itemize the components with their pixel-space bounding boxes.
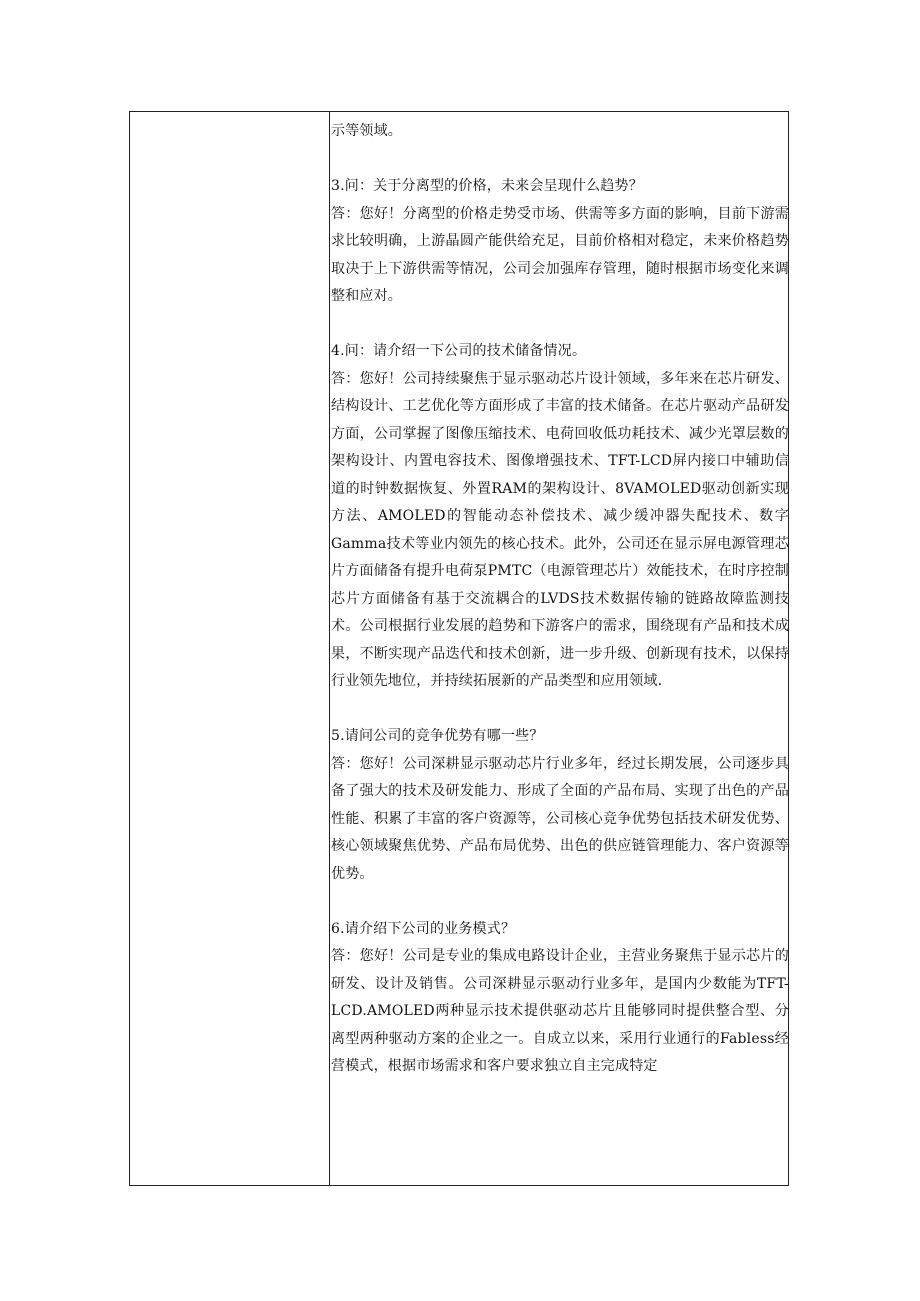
question-5: 5.请问公司的竞争优势有哪一些？ [331, 728, 544, 744]
paragraph-gap [331, 146, 789, 174]
paragraph-gap [331, 888, 789, 916]
answer-3: 答：您好！分离型的价格走势受市场、供需等多方面的影响，目前下游需求比较明确，上游晶圆产能供给充足，目前价格相对稳定，未来价格趋势取决于上下游供需等情况，公司会加强库存管理，随时根据市场变化来调整和应对。 [331, 205, 789, 304]
document-table [129, 111, 789, 1186]
table-column-divider [329, 112, 330, 1185]
question-4: 4.问：请介绍一下公司的技术储备情况。 [331, 343, 587, 359]
answer-4: 答：您好！公司持续聚焦于显示驱动芯片设计领域，多年来在芯片研发、结构设计、工艺优化等方面形成了丰富的技术储备。在芯片驱动产品研发方面，公司掌握了图像压缩技术、电荷回收低功耗技术、减少光罩层数的架构设计、内置电容技术、图像增强技术、TFT-LCD屏内接口中辅助信道的时钟数据恢复、外置RAM的架构设计、8VAMOLED驱动创新实现方法、AMOLED的智能动态补偿技术、减少缓冲器失配技术、数字Gamma技术等业内领先的核心技术。此外，公司还在显示屏电源管理芯片方面储备有提升电荷泵PMTC（电源管理芯片）效能技术，在时序控制芯片方面储备有基于交流耦合的LVDS技术数据传输的链路故障监测技术。公司根据行业发展的趋势和下游客户的需求，围绕现有产品和技术成果，不断实现产品迭代和技术创新，进一步升级、创新现有技术，以保持行业领先地位，并持续拓展新的产品类型和应用领域. [331, 370, 789, 689]
answer-6: 答：您好！公司是专业的集成电路设计企业，主营业务聚焦于显示芯片的研发、设计及销售。公司深耕显示驱动行业多年，是国内少数能为TFT-LCD.AMOLED两种显示技术提供驱动芯片且能够同时提供整合型、分离型两种驱动方案的企业之一。自成立以来，采用行业通行的Fabless经营模式，根据市场需求和客户要求独立自主完成特定 [331, 948, 789, 1074]
table-right-cell [331, 118, 789, 1081]
question-3: 3.问：关于分离型的价格，未来会呈现什么趋势？ [331, 178, 643, 194]
table-left-cell [130, 112, 329, 1185]
continuation-text: 示等领域。 [331, 123, 402, 139]
question-6: 6.请介绍下公司的业务模式？ [331, 920, 516, 937]
paragraph-gap [331, 696, 789, 724]
paragraph-gap [331, 311, 789, 339]
answer-5: 答：您好！公司深耕显示驱动芯片行业多年，经过长期发展，公司逐步具备了强大的技术及研发能力、形成了全面的产品布局、实现了出色的产品性能、积累了丰富的客户资源等，公司核心竞争优势包括技术研发优势、核心领域聚焦优势、产品布局优势、出色的供应链管理能力、客户资源等优势。 [331, 755, 789, 882]
